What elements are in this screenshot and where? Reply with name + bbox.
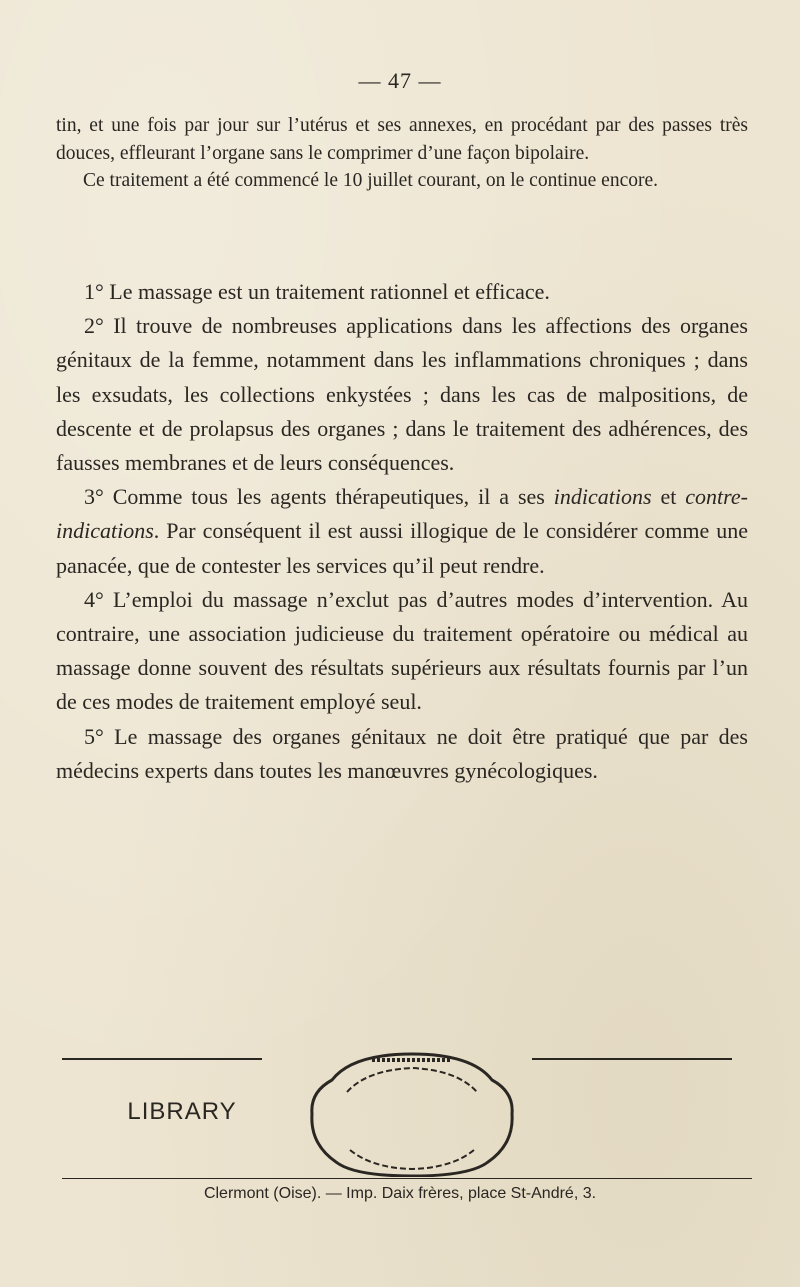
- conclusion-3-indications: indications: [553, 484, 652, 510]
- stamp-rule-right: [532, 1058, 732, 1063]
- library-seal-icon: [292, 1052, 532, 1177]
- printer-imprint: Clermont (Oise). — Imp. Daix frères, place St-André, 3.: [203, 1185, 597, 1202]
- conclusion-3-contre-indications: contre-indications: [56, 484, 748, 544]
- conclusion-3-end: . Par conséquent il est aussi illogique de le considérer comme une panacée, que de contester les services qu’il peut rendre.: [56, 518, 748, 578]
- stamp-label: LIBRARY: [127, 1098, 237, 1125]
- conclusions-list: [56, 275, 748, 788]
- library-stamp: [62, 1052, 752, 1182]
- conclusion-3-mid: et: [651, 484, 686, 510]
- conclusion-2: 2° Il trouve de nombreuses applications dans les affections des organes génitaux de la femme, notamment dans les inflammations chroniques ; dans les exsudats, les collections enkystées ; dans les cas de malpositions, de descente et de prolapsus des organes ; dans le traitement des adhérences, des fausses membranes et de leurs conséquences.: [56, 313, 748, 476]
- conclusion-1: 1° Le massage est un traitement rationnel et efficace.: [84, 279, 550, 304]
- intro-text: [56, 112, 748, 195]
- conclusion-4: 4° L’emploi du massage n’exclut pas d’autres modes d’intervention. Au contraire, une association judicieuse du traitement opératoire ou médical au massage donne souvent des résultats supérieurs aux résultats fournis par l’un de ces modes de traitement employé seul.: [56, 586, 748, 715]
- stamp-rule-left: [62, 1058, 262, 1063]
- conclusion-3-start: 3° Comme tous les agents thérapeutiques, il a ses: [84, 484, 554, 510]
- imprint-rule: [62, 1178, 752, 1179]
- page-number: — 47 —: [358, 68, 442, 93]
- conclusion-3: [56, 480, 748, 583]
- conclusion-5: 5° Le massage des organes génitaux ne doit être pratiqué que par des médecins experts dans toutes les manœuvres gynécologiques.: [56, 723, 748, 783]
- intro-paragraph-1: tin, et une fois par jour sur l’utérus et ses annexes, en procédant par des passes très douces, effleurant l’organe sans le comprimer d’une façon bipolaire.: [56, 115, 748, 164]
- intro-paragraph-2: Ce traitement a été commencé le 10 juillet courant, on le continue encore.: [83, 170, 659, 191]
